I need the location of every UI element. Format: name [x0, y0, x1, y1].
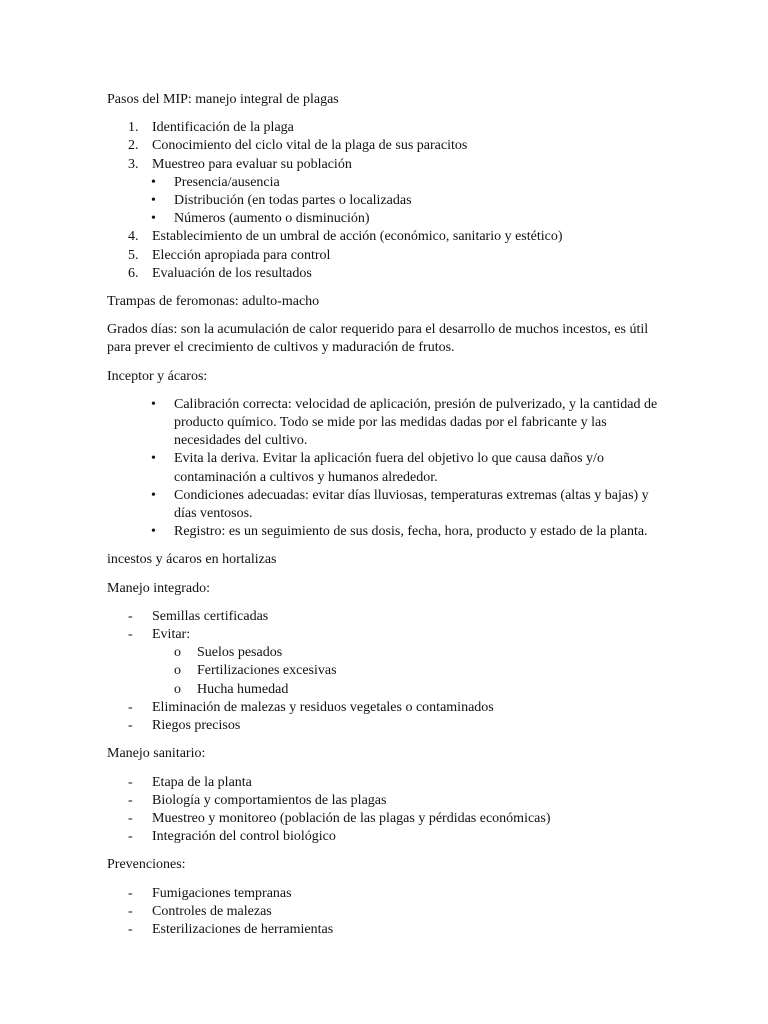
- list-item-line: contaminación a cultivos y humanos alrededor.: [174, 469, 438, 485]
- dash-icon: -: [128, 829, 133, 845]
- list-item-text: Biología y comportamientos de las plagas: [152, 792, 387, 808]
- dash-icon: -: [128, 774, 133, 790]
- bullet-icon: •: [151, 396, 156, 412]
- list-item: [107, 450, 667, 486]
- list-item-text: Integración del control biológico: [152, 829, 336, 845]
- manejo-integrado-list: [107, 608, 667, 735]
- list-item: [107, 903, 667, 921]
- bullet-icon: •: [151, 487, 156, 503]
- bullet-icon: •: [151, 174, 156, 190]
- dash-icon: -: [128, 921, 133, 937]
- list-item-text: Evitar:: [152, 627, 191, 643]
- dash-icon: -: [128, 903, 133, 919]
- list-item-text: Distribución (en todas partes o localizadas: [174, 193, 412, 209]
- list-number: 5.: [128, 247, 139, 263]
- circle-bullet-icon: o: [174, 645, 181, 661]
- heading-inceptor: Inceptor y ácaros:: [107, 368, 208, 384]
- list-item-text: Muestreo y monitoreo (población de las plagas y pérdidas económicas): [152, 810, 551, 826]
- list-number: 2.: [128, 138, 139, 154]
- list-item-line: producto químico. Todo se mide por las medidas dadas por el fabricante y las: [174, 415, 607, 431]
- prevenciones-list: [107, 885, 667, 940]
- list-item-text: Hucha humedad: [197, 681, 289, 697]
- dash-icon: -: [128, 627, 133, 643]
- list-item: [107, 828, 667, 846]
- paragraph-grados-dias: [107, 321, 667, 357]
- list-item-text: Esterilizaciones de herramientas: [152, 921, 334, 937]
- list-item: [107, 626, 667, 644]
- list-item: [107, 396, 667, 451]
- heading-mip: Pasos del MIP: manejo integral de plagas: [107, 92, 339, 107]
- bullet-icon: •: [151, 211, 156, 227]
- paragraph-incestos: incestos y ácaros en hortalizas: [107, 552, 277, 568]
- list-item-text: Fertilizaciones excesivas: [197, 663, 337, 679]
- list-item-text: Números (aumento o disminución): [174, 211, 370, 227]
- list-item: [107, 699, 667, 717]
- sub-list-item: [107, 681, 667, 699]
- list-item: [107, 247, 667, 265]
- inceptor-list: [107, 396, 667, 542]
- bullet-icon: •: [151, 524, 156, 540]
- circle-bullet-icon: o: [174, 681, 181, 697]
- list-item: [107, 608, 667, 626]
- paragraph-trampas: Trampas de feromonas: adulto-macho: [107, 294, 320, 310]
- document-body: [107, 91, 667, 949]
- heading-manejo-integrado: Manejo integrado:: [107, 580, 211, 596]
- sub-list-item: [107, 662, 667, 680]
- list-item: [107, 921, 667, 939]
- list-item-text: Conocimiento del ciclo vital de la plaga de sus paracitos: [152, 138, 468, 154]
- heading-manejo-sanitario: Manejo sanitario:: [107, 746, 206, 762]
- list-item: [107, 523, 667, 541]
- sub-list-item: [107, 174, 667, 192]
- list-item: [107, 137, 667, 155]
- list-item-line: Calibración correcta: velocidad de aplicación, presión de pulverizado, y la cantidad de: [174, 396, 658, 412]
- list-item-text: Etapa de la planta: [152, 774, 252, 790]
- list-item-text: Semillas certificadas: [152, 608, 269, 624]
- bullet-icon: •: [151, 451, 156, 467]
- dash-icon: -: [128, 810, 133, 826]
- sub-list-item: [107, 210, 667, 228]
- manejo-sanitario-list: [107, 774, 667, 847]
- list-item: [107, 487, 667, 523]
- heading-prevenciones: Prevenciones:: [107, 857, 186, 873]
- dash-icon: -: [128, 699, 133, 715]
- list-item-text: Muestreo para evaluar su población: [152, 156, 352, 172]
- list-item: [107, 156, 667, 174]
- list-item: [107, 792, 667, 810]
- list-item-text: Evaluación de los resultados: [152, 265, 312, 281]
- list-item: [107, 119, 667, 137]
- dash-icon: -: [128, 885, 133, 901]
- list-item: [107, 717, 667, 735]
- list-item: [107, 228, 667, 246]
- list-item-line: necesidades del cultivo.: [174, 433, 308, 449]
- dash-icon: -: [128, 608, 133, 624]
- list-item-line: Condiciones adecuadas: evitar días lluviosas, temperaturas extremas (altas y bajas) y: [174, 487, 649, 503]
- sub-list-item: [107, 644, 667, 662]
- list-item-text: Establecimiento de un umbral de acción (económico, sanitario y estético): [152, 229, 563, 245]
- mip-steps-list: [107, 119, 667, 283]
- list-item-text: Eliminación de malezas y residuos vegetales o contaminados: [152, 699, 494, 715]
- list-item-text: Riegos precisos: [152, 718, 241, 734]
- list-item: [107, 810, 667, 828]
- list-item-line: Registro: es un seguimiento de sus dosis, fecha, hora, producto y estado de la planta.: [174, 524, 648, 540]
- list-number: 3.: [128, 156, 139, 172]
- sub-list-item: [107, 192, 667, 210]
- list-item-text: Elección apropiada para control: [152, 247, 331, 263]
- list-item-line: Evita la deriva. Evitar la aplicación fuera del objetivo lo que causa daños y/o: [174, 451, 604, 467]
- list-number: 4.: [128, 229, 139, 245]
- dash-icon: -: [128, 792, 133, 808]
- circle-bullet-icon: o: [174, 663, 181, 679]
- paragraph-line: Grados días: son la acumulación de calor requerido para el desarrollo de muchos incestos, es útil: [107, 322, 649, 338]
- list-number: 1.: [128, 120, 139, 136]
- paragraph-line: para prever el crecimiento de cultivos y maduración de frutos.: [107, 340, 455, 356]
- list-item-text: Identificación de la plaga: [152, 120, 294, 136]
- dash-icon: -: [128, 718, 133, 734]
- list-item: [107, 774, 667, 792]
- list-number: 6.: [128, 265, 139, 281]
- bullet-icon: •: [151, 193, 156, 209]
- list-item: [107, 885, 667, 903]
- list-item-text: Presencia/ausencia: [174, 174, 280, 190]
- list-item-text: Fumigaciones tempranas: [152, 885, 292, 901]
- list-item: [107, 265, 667, 283]
- list-item-text: Controles de malezas: [152, 903, 272, 919]
- list-item-line: días ventosos.: [174, 506, 253, 522]
- list-item-text: Suelos pesados: [197, 645, 283, 661]
